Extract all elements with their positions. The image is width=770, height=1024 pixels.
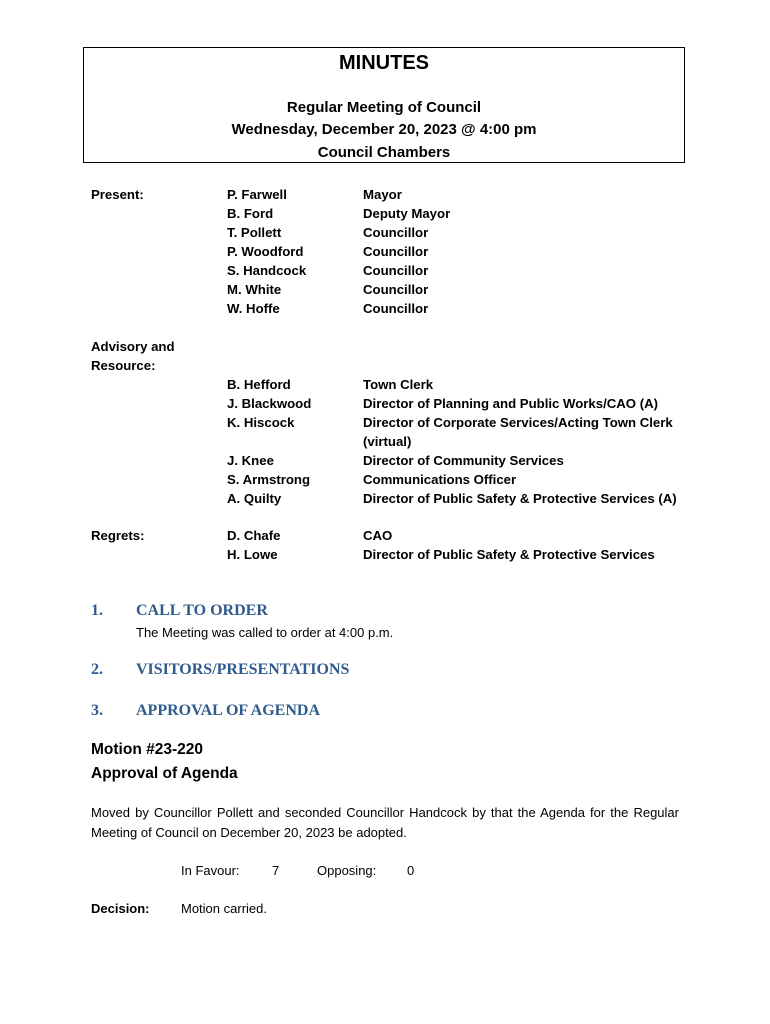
- present-role: Councillor: [363, 244, 429, 259]
- regrets-role: CAO: [363, 528, 393, 543]
- meeting-type: Regular Meeting of Council: [286, 99, 482, 116]
- regrets-role: Director of Public Safety & Protective Services: [363, 547, 655, 562]
- present-name: T. Pollett: [227, 225, 282, 240]
- present-name: P. Farwell: [227, 187, 287, 202]
- advisory-name: A. Quilty: [227, 491, 282, 506]
- meeting-location: Council Chambers: [317, 144, 451, 161]
- in-favour-label: In Favour:: [181, 863, 240, 878]
- advisory-role: Director of Public Safety & Protective Services (A): [363, 491, 677, 506]
- advisory-label: Advisory and: [91, 339, 175, 354]
- advisory-role: Director of Corporate Services/Acting Town Clerk: [363, 415, 673, 430]
- motion-title: Approval of Agenda: [91, 765, 238, 782]
- advisory-name: B. Hefford: [227, 377, 291, 392]
- advisory-name: S. Armstrong: [227, 472, 311, 487]
- present-name: S. Handcock: [227, 263, 307, 278]
- advisory-role: Director of Community Services: [363, 453, 564, 468]
- regrets-name: D. Chafe: [227, 528, 281, 543]
- present-label: Present:: [91, 187, 144, 202]
- document-title: MINUTES: [339, 52, 429, 74]
- motion-text: Moved by Councillor Pollett and seconded Councillor Handcock by that the Agenda for the Regular Meeting of Council on December 20, 2023 be adopted.: [91, 805, 679, 840]
- present-role: Deputy Mayor: [363, 206, 451, 221]
- present-role: Councillor: [363, 263, 429, 278]
- section-number: 3.: [91, 702, 103, 719]
- call-to-order-text: The Meeting was called to order at 4:00 p.m.: [136, 625, 394, 640]
- section-heading-call-to-order: CALL TO ORDER: [136, 602, 268, 619]
- regrets-name: H. Lowe: [227, 547, 278, 562]
- decision-value: Motion carried.: [181, 901, 267, 916]
- section-number: 1.: [91, 602, 103, 619]
- present-name: P. Woodford: [227, 244, 304, 259]
- present-name: W. Hoffe: [227, 301, 280, 316]
- present-name: B. Ford: [227, 206, 274, 221]
- present-role: Councillor: [363, 225, 429, 240]
- advisory-label-cont: Resource:: [91, 358, 156, 373]
- present-role: Councillor: [363, 301, 429, 316]
- advisory-role: Town Clerk: [363, 377, 434, 392]
- advisory-role-cont: (virtual): [363, 434, 412, 449]
- advisory-name: K. Hiscock: [227, 415, 295, 430]
- section-heading-approval-of-agenda: APPROVAL OF AGENDA: [136, 702, 321, 719]
- advisory-name: J. Blackwood: [227, 396, 312, 411]
- present-role: Mayor: [363, 187, 402, 202]
- in-favour-value: 7: [272, 863, 280, 878]
- meeting-date-time: Wednesday, December 20, 2023 @ 4:00 pm: [231, 121, 537, 138]
- present-name: M. White: [227, 282, 282, 297]
- motion-number: Motion #23-220: [91, 741, 203, 758]
- advisory-name: J. Knee: [227, 453, 274, 468]
- minutes-header: [83, 47, 685, 163]
- section-heading-visitors: VISITORS/PRESENTATIONS: [136, 661, 350, 678]
- decision-label: Decision:: [91, 901, 150, 916]
- advisory-role: Communications Officer: [363, 472, 517, 487]
- present-role: Councillor: [363, 282, 429, 297]
- opposing-label: Opposing:: [317, 863, 377, 878]
- regrets-label: Regrets:: [91, 528, 145, 543]
- opposing-value: 0: [407, 863, 415, 878]
- advisory-role: Director of Planning and Public Works/CAO (A): [363, 396, 659, 411]
- section-number: 2.: [91, 661, 103, 678]
